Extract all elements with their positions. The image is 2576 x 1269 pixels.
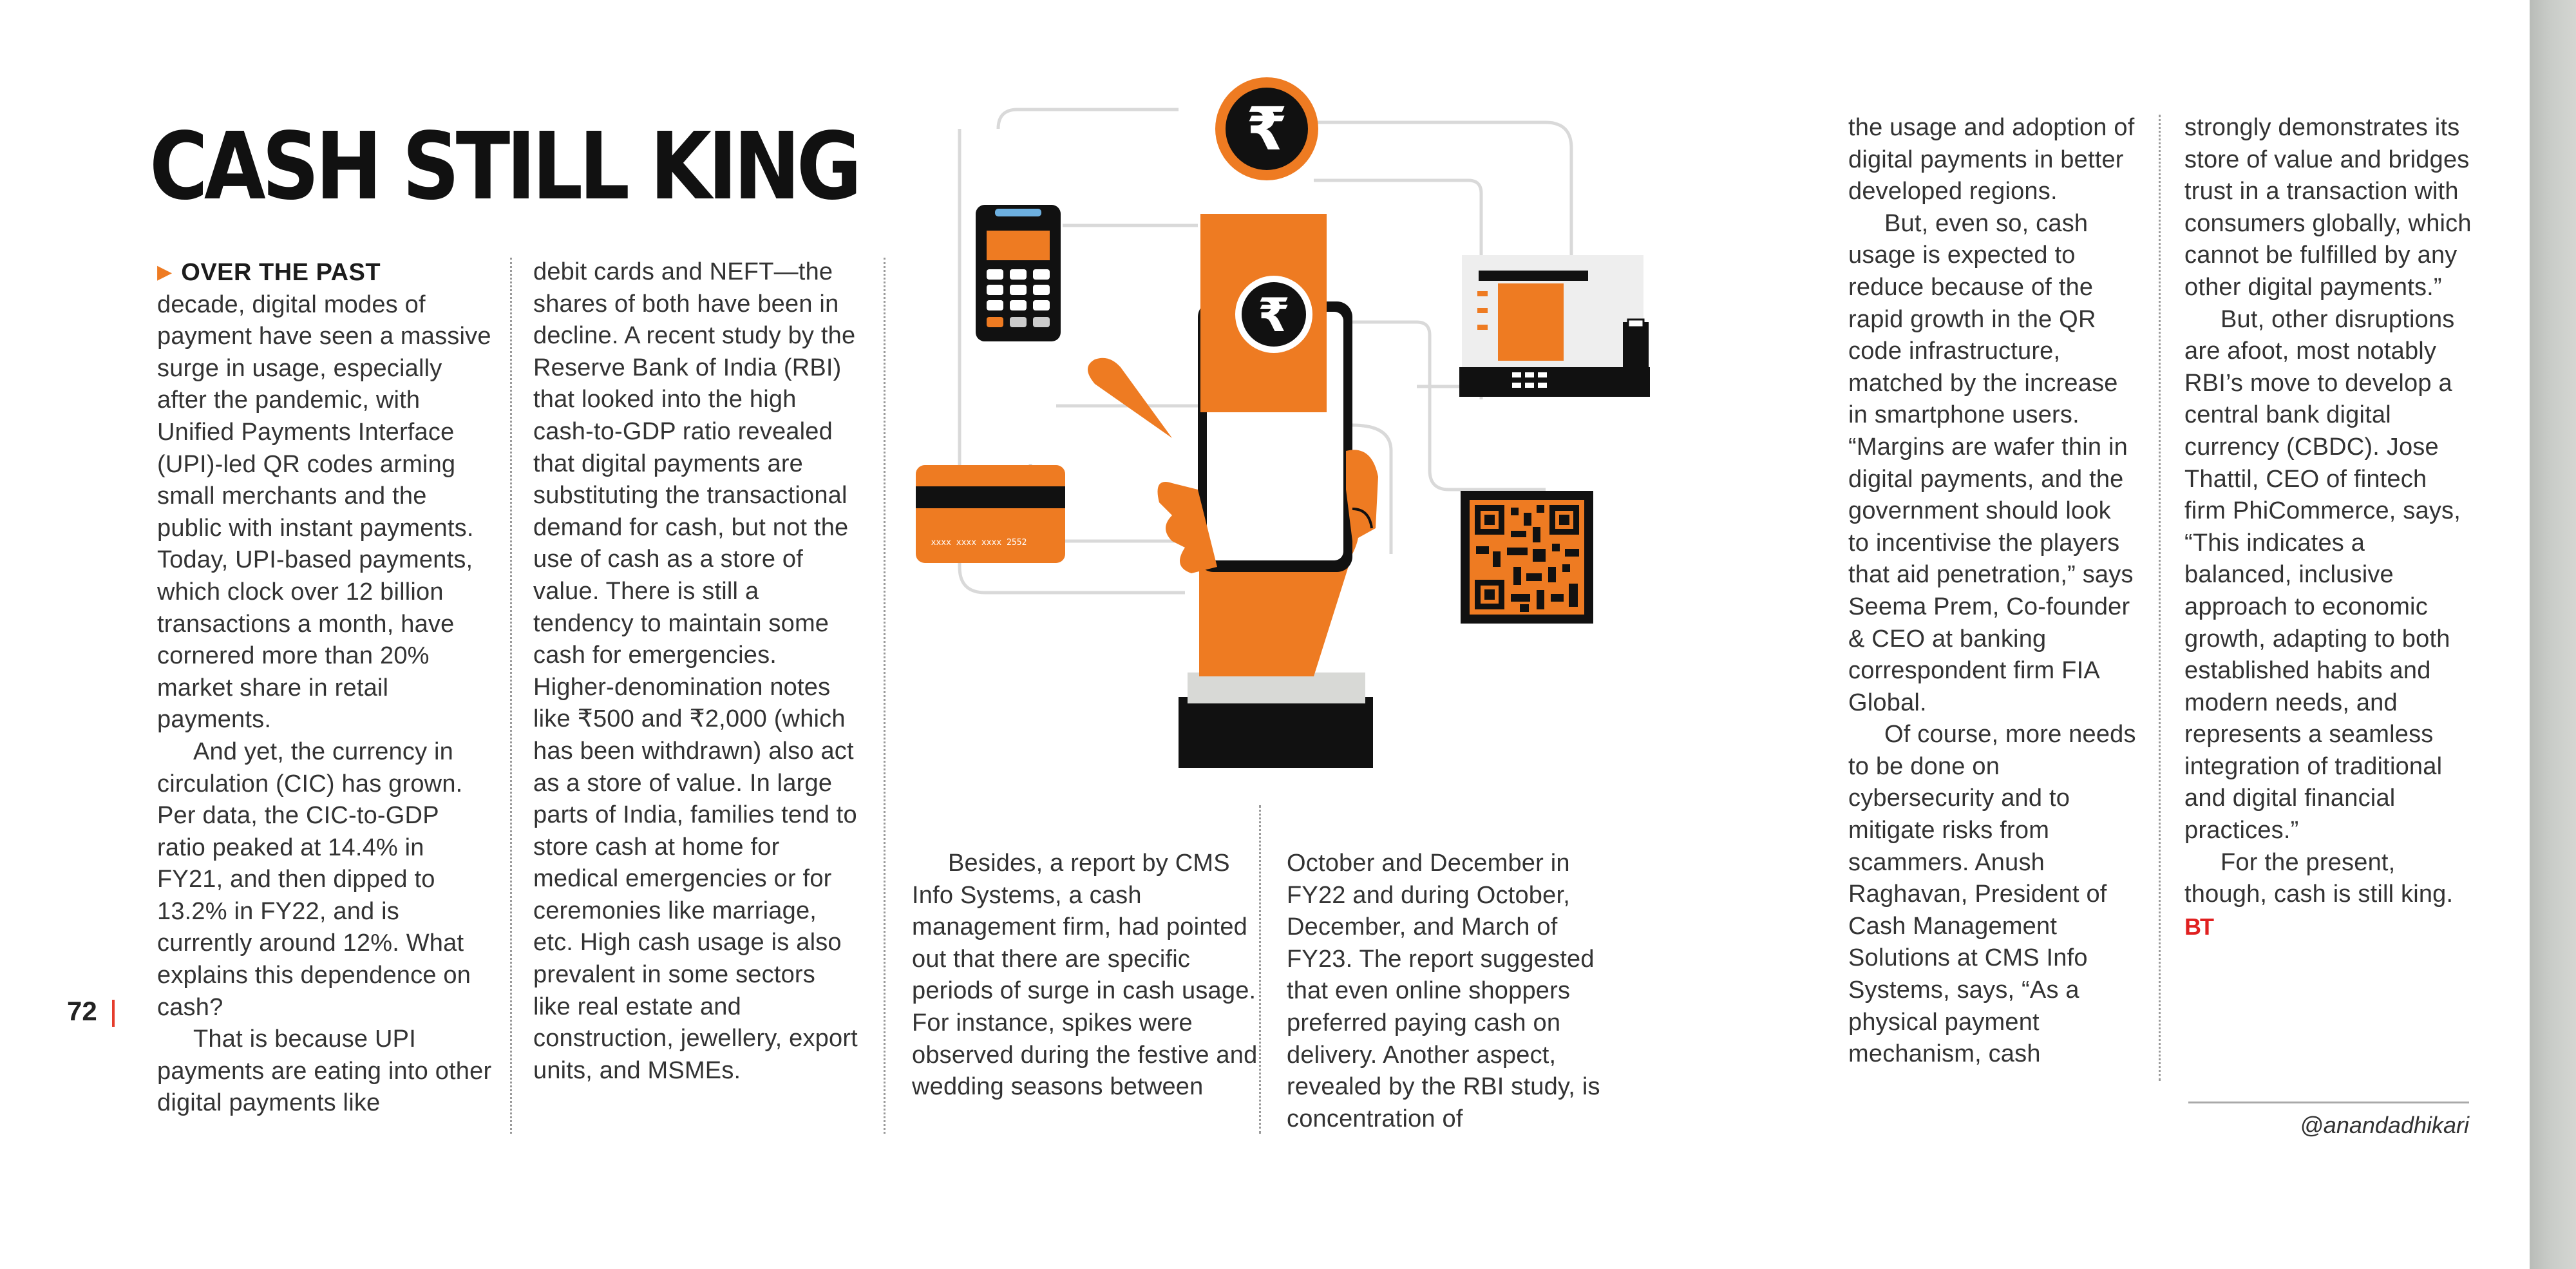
col5-paragraph-2: But, even so, cash usage is expected to reduce because of the rapid growth in the QR code infrastructure, matched by the increase in smartphone users. “Margins are wafer thin in digital payments, and the government should look to incentivise the players that aid penetration,” says Seema Prem, Co-founder & CEO at banking correspondent firm FIA Global.: [1848, 209, 2134, 716]
column-rule-4: [2159, 115, 2161, 1081]
column-rule-3: [1259, 805, 1261, 1134]
col6-paragraph-2: But, other disruptions are afoot, most notably RBI’s move to develop a central bank digital currency (CBDC). Jose Thattil, CEO of fintech firm PhiCommerce, says, “This indicates a balanced, inclusive approach to economic growth, adapting to both established habits and modern needs, and represents a seamless integration of traditional and digital financial practices.”: [2184, 305, 2461, 844]
rupee-coin-symbol: ₹: [1245, 95, 1288, 164]
rupee-coin-icon: [1215, 77, 1318, 180]
col6-paragraph-3-text: For the present, though, cash is still king.: [2184, 848, 2454, 908]
column-5: [1848, 112, 2137, 1071]
column-4: [1287, 848, 1623, 1135]
col1-paragraph-3: That is because UPI payments are eating into other digital payments like: [157, 1026, 492, 1117]
col2-paragraph-1: debit cards and NEFT—the shares of both have been in decline. A recent study by the Reserve Bank of India (RBI) that looked into the high cash-to-GDP ratio revealed that digital payments are substituting the transactional demand for cash, but not the use of cash as a store of value. There is still a tendency to maintain some cash for emergencies. Higher-denomination notes like ₹500 and ₹2,000 (which has been withdrawn) also act as a store of value. In large parts of India, families tend to store cash at home for medical emergencies or for ceremonies like marriage, etc. High cash usage is also prevalent in some sectors like real estate and construction, jewellery, export units, and MSMEs.: [533, 258, 858, 1084]
column-6: [2184, 112, 2472, 943]
column-rule-1: [510, 258, 512, 1134]
card-machine-icon: [976, 205, 1061, 341]
triangle-bullet-icon: ▶: [157, 262, 173, 283]
col6-paragraph-3: [2184, 847, 2472, 944]
col3-paragraph-1: Besides, a report by CMS Info Systems, a cash management firm, had pointed out that there are specific periods of surge in cash usage. For instance, spikes were observed during the festive and wedding seasons between: [912, 850, 1258, 1101]
byline: @anandadhikari: [2300, 1112, 2469, 1138]
col5-paragraph-3: Of course, more needs to be done on cybersecurity and to mitigate risks from scammers. Anush Raghavan, President of Cash Management Solutions at CMS Info Systems, says, “As a physical payment mechanism, cash: [1848, 721, 2136, 1068]
bt-logo: BT: [2184, 913, 2213, 940]
page-edge-shadow: [2530, 0, 2576, 1269]
atm-icon: [1459, 255, 1650, 397]
col4-paragraph-1: October and December in FY22 and during October, December, and March of FY23. The report suggested that even online shoppers preferred paying cash on delivery. Another aspect, revealed by the RBI study, is concentration of: [1287, 850, 1600, 1132]
column-rule-2: [884, 258, 886, 1134]
qr-code-icon: [1461, 491, 1593, 624]
page-number: 72: [67, 996, 97, 1026]
lead-in: OVER THE PAST: [181, 259, 381, 286]
page-number-bar: [112, 1000, 115, 1027]
lead-paragraph: [157, 256, 492, 736]
headline: CASH STILL KING: [149, 112, 858, 220]
column-2: [533, 256, 859, 1087]
column-1: [157, 256, 492, 1120]
phone-rupee-symbol: ₹: [1257, 288, 1291, 342]
card-number: xxxx xxxx xxxx 2552: [931, 538, 1027, 548]
hand-with-phone-icon: [1088, 214, 1378, 768]
column-3: [912, 848, 1270, 1103]
payment-illustration: [902, 64, 1694, 805]
col1-text-1: decade, digital modes of payment have seen a massive surge in usage, especially after the pandemic, with Unified Payments Interface (UPI)-led QR codes arming small merchants and the public with instant payments. Today, UPI-based payments, which clock over 12 billion transactions a month, have cornered more than 20% market share in retail payments.: [157, 291, 491, 734]
col1-paragraph-2: And yet, the currency in circulation (CIC) has grown. Per data, the CIC-to-GDP ratio peaked at 14.4% in FY21, and then dipped to 13.2% in FY22, and is currently around 12%. What explains this dependence on cash?: [157, 738, 471, 1021]
credit-card-icon: [916, 465, 1065, 563]
col6-paragraph-1: strongly demonstrates its store of value and bridges trust in a transaction with consumers globally, which cannot be fulfilled by any other digital payments.”: [2184, 114, 2472, 301]
col5-paragraph-1: the usage and adoption of digital payments in better developed regions.: [1848, 114, 2135, 205]
byline-rule: [2188, 1102, 2469, 1103]
